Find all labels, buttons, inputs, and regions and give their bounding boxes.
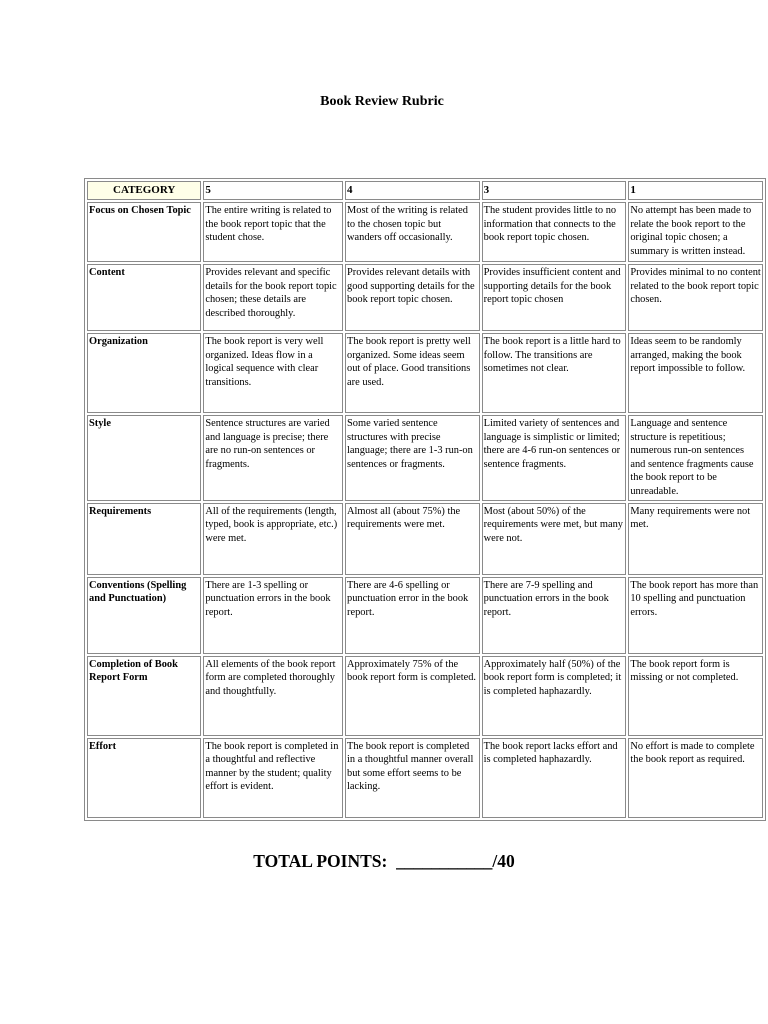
row-cell: The book report is completed in a thoughtful and reflective manner by the student; quality effort is evident. [203, 738, 343, 818]
rubric-table [84, 178, 766, 821]
table-header-row [87, 181, 763, 200]
row-cell: Provides minimal to no content related to the book report topic chosen. [628, 264, 763, 331]
table-row [87, 738, 763, 818]
row-cell: Limited variety of sentences and language is simplistic or limited; there are 4-6 run-on sentences or sentence fragments. [482, 415, 627, 501]
row-cell: There are 4-6 spelling or punctuation error in the book report. [345, 577, 480, 654]
header-category: CATEGORY [87, 181, 201, 200]
row-category: Conventions (Spelling and Punctuation) [87, 577, 201, 654]
table-row [87, 415, 763, 501]
row-cell: No attempt has been made to relate the book report to the original topic chosen; a summary is written instead. [628, 202, 763, 262]
row-cell: The book report is very well organized. Ideas flow in a logical sequence with clear transitions. [203, 333, 343, 413]
table-row [87, 264, 763, 331]
row-cell: There are 1-3 spelling or punctuation errors in the book report. [203, 577, 343, 654]
row-cell: Almost all (about 75%) the requirements were met. [345, 503, 480, 575]
row-cell: Some varied sentence structures with precise language; there are 1-3 run-on sentences or fragments. [345, 415, 480, 501]
row-cell: The book report form is missing or not completed. [628, 656, 763, 736]
row-cell: Most of the writing is related to the chosen topic but wanders off occasionally. [345, 202, 480, 262]
total-points: TOTAL POINTS: ___________/40 [253, 851, 515, 871]
row-cell: Sentence structures are varied and language is precise; there are no run-on sentences or fragments. [203, 415, 343, 501]
row-cell: There are 7-9 spelling and punctuation errors in the book report. [482, 577, 627, 654]
header-score-1: 1 [628, 181, 763, 200]
row-category: Effort [87, 738, 201, 818]
header-score-5: 5 [203, 181, 343, 200]
table-row [87, 577, 763, 654]
row-cell: Most (about 50%) of the requirements were met, but many were not. [482, 503, 627, 575]
row-cell: No effort is made to complete the book report as required. [628, 738, 763, 818]
row-cell: The book report lacks effort and is completed haphazardly. [482, 738, 627, 818]
row-cell: The student provides little to no information that connects to the book report topic chosen. [482, 202, 627, 262]
row-cell: Many requirements were not met. [628, 503, 763, 575]
page-title: Book Review Rubric [320, 94, 444, 109]
header-score-3: 3 [482, 181, 627, 200]
row-cell: Language and sentence structure is repetitious; numerous run-on sentences and sentence fragments cause the book report to be unreadable. [628, 415, 763, 501]
row-cell: Provides insufficient content and supporting details for the book report topic chosen [482, 264, 627, 331]
row-category: Style [87, 415, 201, 501]
row-category: Focus on Chosen Topic [87, 202, 201, 262]
header-score-4: 4 [345, 181, 480, 200]
row-cell: The book report is pretty well organized. Some ideas seem out of place. Good transitions are used. [345, 333, 480, 413]
row-cell: The book report is completed in a thoughtful manner overall but some effort seems to be lacking. [345, 738, 480, 818]
row-cell: The book report is a little hard to follow. The transitions are sometimes not clear. [482, 333, 627, 413]
table-row [87, 503, 763, 575]
row-cell: Provides relevant details with good supporting details for the book report topic chosen. [345, 264, 480, 331]
row-cell: The entire writing is related to the book report topic that the student chose. [203, 202, 343, 262]
table-row [87, 333, 763, 413]
row-cell: Approximately 75% of the book report form is completed. [345, 656, 480, 736]
table-row [87, 202, 763, 262]
row-cell: Approximately half (50%) of the book report form is completed; it is completed haphazardly. [482, 656, 627, 736]
table-row [87, 656, 763, 736]
row-cell: The book report has more than 10 spelling and punctuation errors. [628, 577, 763, 654]
row-cell: All of the requirements (length, typed, book is appropriate, etc.) were met. [203, 503, 343, 575]
row-category: Organization [87, 333, 201, 413]
row-cell: All elements of the book report form are completed thoroughly and thoughtfully. [203, 656, 343, 736]
row-cell: Ideas seem to be randomly arranged, making the book report impossible to follow. [628, 333, 763, 413]
row-cell: Provides relevant and specific details for the book report topic chosen; these details are described thoroughly. [203, 264, 343, 331]
row-category: Content [87, 264, 201, 331]
row-category: Completion of Book Report Form [87, 656, 201, 736]
row-category: Requirements [87, 503, 201, 575]
